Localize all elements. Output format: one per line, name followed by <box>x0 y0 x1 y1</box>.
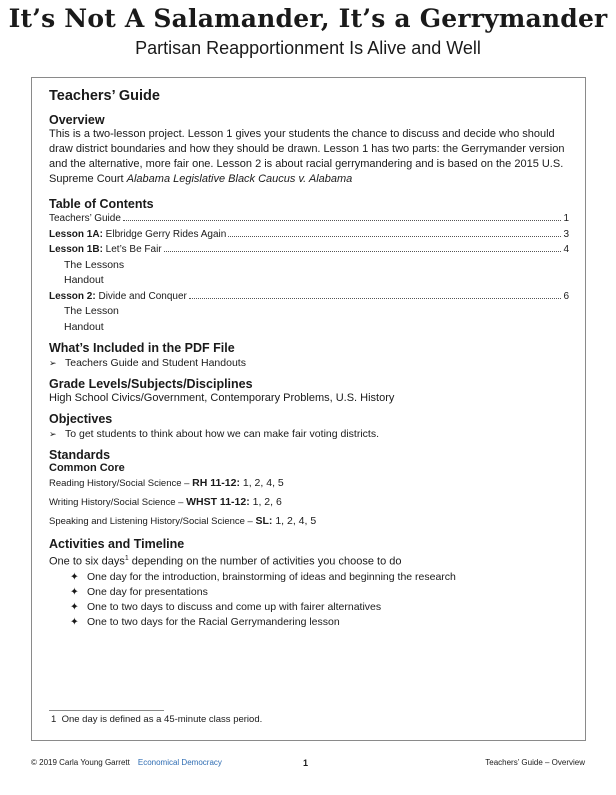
page-number: 1 <box>303 758 309 768</box>
arrow-bullet-icon: ➢ <box>49 358 57 368</box>
page-subtitle: Partisan Reapportionment Is Alive and Well <box>135 38 481 58</box>
standards-subheading: Common Core <box>49 462 125 474</box>
standard-item <box>49 493 569 512</box>
activity-item <box>70 585 569 600</box>
footer-copyright: © 2019 Carla Young Garrett <box>31 758 130 767</box>
standard-code: SL: <box>255 515 273 527</box>
footnote-text: One day is defined as a 45-minute class period. <box>61 714 263 725</box>
arrow-bullet-icon: ➢ <box>49 429 57 439</box>
standard-values: 1, 2, 4, 5 <box>239 477 284 489</box>
toc-entry-number: Lesson 1B: <box>49 244 103 255</box>
cross-bullet-icon: ✦ <box>70 600 79 613</box>
toc-leader <box>189 298 562 299</box>
objective-item <box>49 426 569 442</box>
toc-section <box>49 197 569 335</box>
case-name: Alabama Legislative Black Caucus v. Alabama <box>126 173 353 185</box>
included-section <box>49 341 569 371</box>
footnote <box>51 714 262 725</box>
footnote-ref[interactable]: 1 <box>124 555 129 562</box>
activity-text: One day for the introduction, brainstorming of ideas and beginning the research <box>87 570 456 583</box>
footnote-divider <box>49 710 164 711</box>
toc-leader <box>164 251 562 252</box>
standard-label: Reading History/Social Science – <box>49 478 193 489</box>
guide-heading: Teachers’ Guide <box>49 88 160 104</box>
activities-list <box>70 570 569 630</box>
cross-bullet-icon: ✦ <box>70 570 79 583</box>
overview-body: This is a two-lesson project. Lesson 1 gives your students the chance to discuss and decide who should draw district boundaries and how they should be drawn. Lesson 1 has two parts: the Gerrymander version and the alternative, more fair one. Lesson 2 is about racial gerrymandering and is based on the 2015 U.S. Supreme Court <box>49 128 565 185</box>
standard-label: Speaking and Listening History/Social Science – <box>49 516 256 527</box>
activity-text: One day for presentations <box>87 585 208 598</box>
toc-leader <box>123 220 562 221</box>
toc-entry-page: 1 <box>563 213 569 224</box>
toc-entry-page: 3 <box>563 228 569 240</box>
toc-entry-label: Let’s Be Fair <box>102 244 162 255</box>
grades-text: High School Civics/Government, Contemporary Problems, U.S. History <box>49 392 395 404</box>
activities-heading: Activities and Timeline <box>49 537 185 551</box>
grades-heading: Grade Levels/Subjects/Disciplines <box>49 377 253 391</box>
toc-entry[interactable] <box>49 227 569 243</box>
included-heading: What’s Included in the PDF File <box>49 341 235 355</box>
activity-item <box>70 600 569 615</box>
activity-text: One to two days for the Racial Gerrymandering lesson <box>87 615 340 628</box>
toc-heading: Table of Contents <box>49 197 154 211</box>
toc-subentry: The Lessons <box>64 258 125 271</box>
cross-bullet-icon: ✦ <box>70 585 79 598</box>
standards-heading: Standards <box>49 448 111 462</box>
included-item <box>49 355 569 371</box>
toc-leader <box>228 236 561 237</box>
activities-section <box>49 537 569 630</box>
standard-item <box>49 474 569 493</box>
toc-entry-page: 4 <box>563 244 569 255</box>
toc-entry-label: Divide and Conquer <box>95 290 187 302</box>
toc-subentry: Handout <box>64 320 104 333</box>
toc-entry-number: Lesson 1A: <box>49 228 103 240</box>
overview-section <box>49 113 569 187</box>
toc-entry-label: Teachers’ Guide <box>49 213 121 224</box>
activities-intro <box>49 551 569 570</box>
activities-intro-end: depending on the number of activities you choose to do <box>128 555 402 568</box>
objectives-section <box>49 412 569 442</box>
toc-entry[interactable] <box>49 211 569 227</box>
grades-section <box>49 377 569 406</box>
activity-text: One to two days to discuss and come up with fairer alternatives <box>87 600 382 613</box>
toc-entry-label: Elbridge Gerry Rides Again <box>102 228 227 240</box>
toc-entry[interactable] <box>49 242 569 258</box>
overview-heading: Overview <box>49 113 105 127</box>
included-item-text: Teachers Guide and Student Handouts <box>65 357 246 369</box>
footer-left <box>31 758 222 767</box>
toc-subentry: The Lesson <box>64 305 119 317</box>
standard-label: Writing History/Social Science – <box>49 497 187 508</box>
activities-intro-start: One to six days <box>49 555 125 568</box>
standard-values: 1, 2, 4, 5 <box>272 515 317 527</box>
standards-section <box>49 448 569 531</box>
page-title: It’s Not A Salamander, It’s a Gerrymander <box>8 4 608 33</box>
toc-subentry: Handout <box>64 274 104 286</box>
activity-item <box>70 615 569 630</box>
footnote-mark: 1 <box>51 714 57 725</box>
toc-entry[interactable] <box>49 289 569 305</box>
activity-item <box>70 570 569 585</box>
footer-brand-link[interactable]: Economical Democracy <box>137 758 222 767</box>
overview-text <box>49 127 569 187</box>
footer-section: Teachers’ Guide – Overview <box>485 758 585 767</box>
toc-entry-number: Lesson 2: <box>49 290 96 302</box>
standard-code: WHST 11-12: <box>186 496 250 508</box>
objectives-heading: Objectives <box>49 412 113 426</box>
toc-entry-page: 6 <box>563 290 569 302</box>
guide-content <box>49 88 569 630</box>
standard-item <box>49 512 569 531</box>
standard-values: 1, 2, 6 <box>249 496 282 508</box>
standard-code: RH 11-12: <box>192 477 240 489</box>
cross-bullet-icon: ✦ <box>70 615 79 628</box>
objective-item-text: To get students to think about how we can make fair voting districts. <box>65 428 379 440</box>
